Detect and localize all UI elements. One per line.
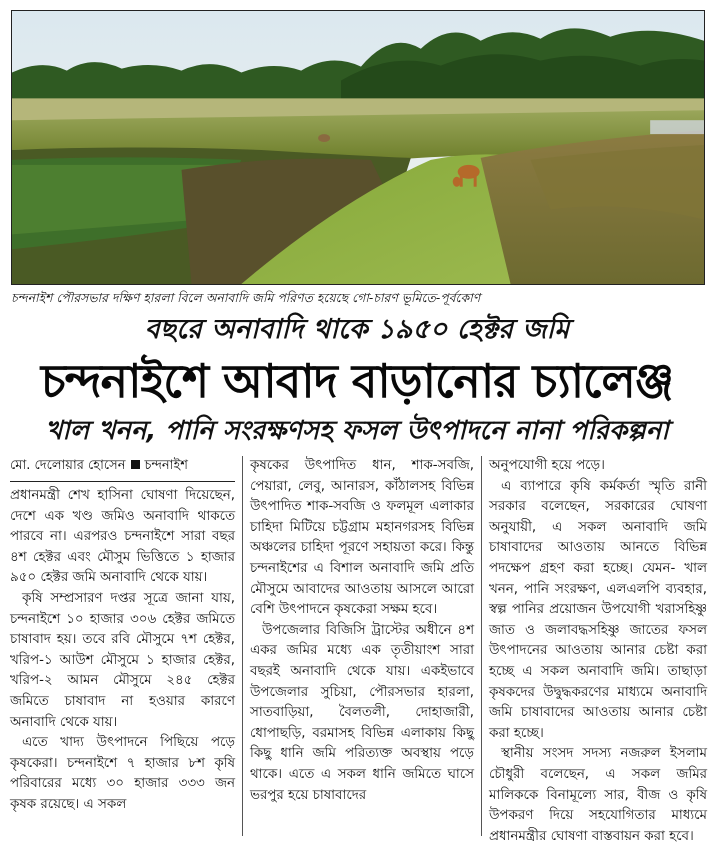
photo-caption: চন্দনাইশ পৌরসভার দক্ষিণ হারলা বিলে অনাবাদি জমি পরিণত হয়েছে গো-চারণ ভূমিতে-পূর্বকোণ — [11, 290, 481, 305]
paragraph: এ ব্যাপারে কৃষি কর্মকর্তা স্মৃতি রানী সরকার বলেছেন, সরকারের ঘোষণা অনুযায়ী, এ সকল অনাবাদি জমি চাষাবাদের আওতায় আনতে বিভিন্ন পদক্ষেপ গ্রহণ করা হচ্ছে। যেমন- খাল খনন, পানি সংরক্ষণ, এলএলপি ব্যবহার, স্বল্প পানির প্রয়োজন উপযোগী খরাসহিষ্ণু জাত ও জলাবদ্ধসহিষ্ণু জাতের ফসল উৎপাদনের আওতায় আনার চেষ্টা করা হচ্ছে এ সকল অনাবাদি জমি। তাছাড়া কৃষকদের উদ্বুদ্ধকরণের মাধ্যমে অনাবাদি জমি চাষাবাদের আওতায় আনার চেষ্টা করা হচ্ছে। — [489, 478, 707, 741]
paragraph: স্থানীয় সংসদ সদস্য নজরুল ইসলাম চৌধুরী বলেছেন, এ সকল জমির মালিককে বিনামূল্যে সার, বীজ ও কৃষি উপকরণ দিয়ে সহযোগিতার মাধ্যমে প্রধানমন্ত্রীর ঘোষণা বাস্তবায়ন করা হবে। — [489, 746, 707, 844]
article-column-2 — [250, 456, 474, 836]
main-headline: চন্দনাইশে আবাদ বাড়ানোর চ্যালেঞ্জ — [40, 354, 674, 408]
byline — [10, 456, 235, 476]
square-bullet-icon — [131, 460, 140, 469]
landscape-image — [12, 11, 704, 284]
paragraph: অনুপযোগী হয়ে পড়ে। — [489, 458, 605, 473]
byline-author: মো. দেলোয়ার হোসেন — [10, 458, 126, 473]
fallow-field-photo — [11, 10, 705, 285]
paragraph: উপজেলার বিজিসি ট্রাস্টের অধীনে ৪শ একর জমির মধ্যে এক তৃতীয়াংশ সারা বছরই অনাবাদি থেকে যায়। একইভাবে উপজেলার সুচিয়া, পৌরসভার হারলা, সাতবাড়িয়া, বৈলতলী, দোহাজারী, ধোপাছড়ি, বরমাসহ বিভিন্ন এলাকায় কিছু কিছু ধানি জমি পরিত্যক্ত অবস্থায় পড়ে থাকে। এতে এ সকল ধানি জমিতে ঘাসে ভরপুর হয়ে চাষাবাদের — [250, 622, 474, 803]
article-column-3 — [489, 456, 707, 844]
paragraph: কৃষকের উৎপাদিত ধান, শাক-সবজি, পেয়ারা, লেবু, আনারস, কাঁঠালসহ বিভিন্ন উৎপাদিত শাক-সবজি ও ফলমূল এলাকার চাহিদা মিটিয়ে চট্টগ্রাম মহানগরসহ বিভিন্ন অঞ্চলের চাহিদা পূরণে সহায়তা করে। কিন্তু চন্দনাইশের এ বিশাল অনাবাদি জমি প্রতি মৌসুমে আবাদের আওতায় আসলে আরো বেশি উৎপাদনে কৃষকেরা সক্ষম হবে। — [250, 458, 474, 618]
paragraph: প্রধানমন্ত্রী শেখ হাসিনা ঘোষণা দিয়েছেন, দেশে এক খণ্ড জমিও অনাবাদি থাকতে পারবে না। এরপরও চন্দনাইশে সারা বছর ৪শ হেক্টর এবং মৌসুম ভিত্তিতে ১ হাজার ৯৫০ হেক্টর জমি অনাবাদি থেকে যায়। — [10, 488, 235, 586]
paragraph: এতে খাদ্য উৎপাদনে পিছিয়ে পড়ে কৃষকেরা। চন্দনাইশে ৭ হাজার ৮শ কৃষি পরিবারের মধ্যে ৩০ হাজার ৩৩৩ জন কৃষক রয়েছে। এ সকল — [10, 735, 235, 812]
column-divider — [242, 456, 243, 836]
byline-place: চন্দনাইশ — [144, 458, 188, 473]
article-column-1 — [10, 486, 235, 836]
byline-divider — [10, 481, 235, 482]
paragraph: কৃষি সম্প্রসারণ দপ্তর সূত্রে জানা যায়, চন্দনাইশে ১০ হাজার ৩০৬ হেক্টর জমিতে চাষাবাদ হয়। তবে রবি মৌসুমে ৭শ হেক্টর, খরিপ-১ আউশ মৌসুমে ১ হাজার হেক্টর, খরিপ-২ আমন মৌসুমে ২৪৫ হেক্টর জমিতে চাষাবাদ না হওয়ার কারণে অনাবাদি থেকে যায়। — [10, 590, 235, 730]
subheadline: খাল খনন, পানি সংরক্ষণসহ ফসল উৎপাদনে নানা পরিকল্পনা — [45, 416, 669, 446]
kicker-headline: বছরে অনাবাদি থাকে ১৯৫০ হেক্টর জমি — [144, 314, 570, 345]
column-divider — [481, 456, 482, 836]
